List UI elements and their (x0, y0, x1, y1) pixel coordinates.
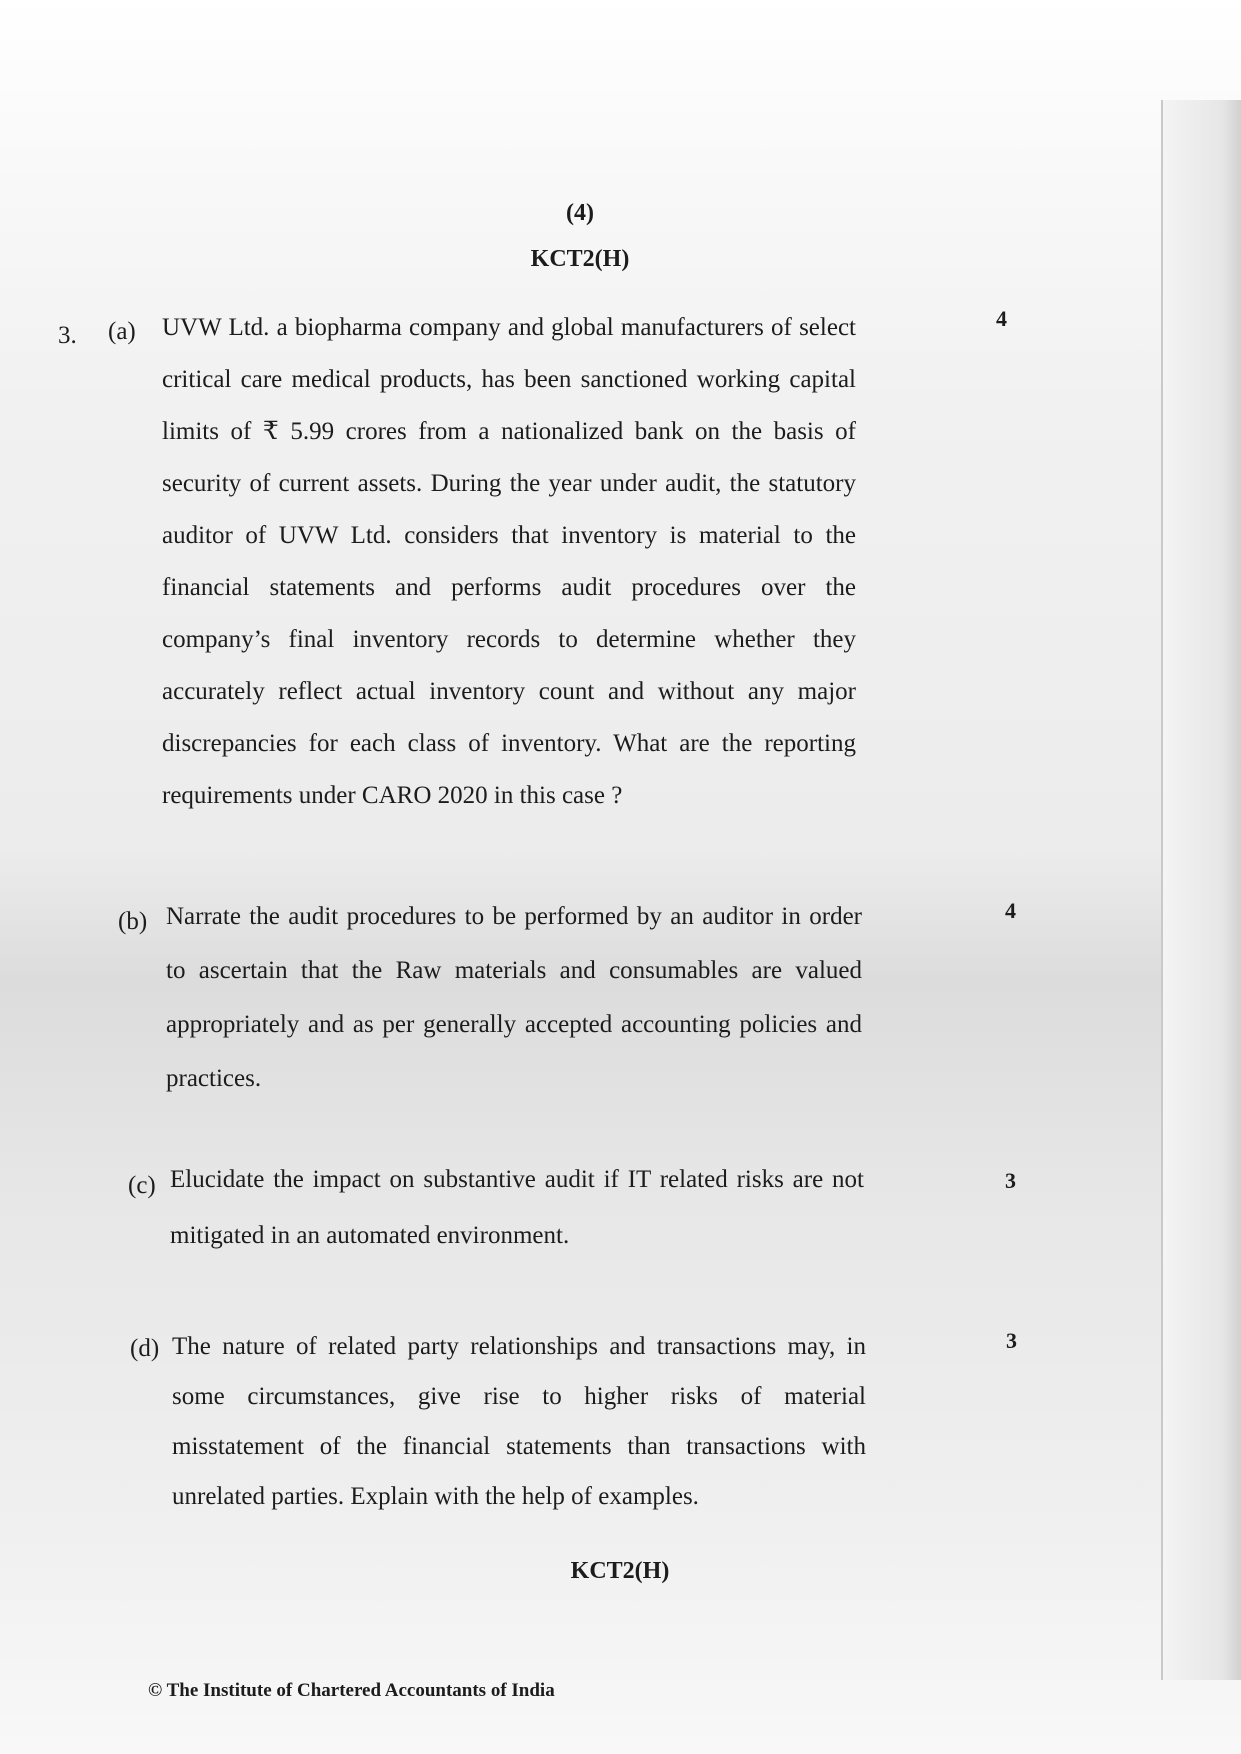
part-a-label: (a) (108, 318, 136, 345)
part-c-text: Elucidate the impact on substantive audit if IT related risks are not mitigated in an automated environment. (170, 1166, 864, 1249)
part-a-text: UVW Ltd. a biopharma company and global manufacturers of select critical care medical products, has been sanctioned working capital limits of ₹ 5.99 crores from a nationalized bank on the basis of security of current assets. During the year under audit, the statutory auditor of UVW Ltd. considers that inventory is material to the financial statements and performs audit procedures over the company’s final inventory records to determine whether they accurately reflect actual inventory count and without any major discrepancies for each class of inventory. What are the reporting requirements under CARO 2020 in this case ? (162, 314, 856, 809)
part-b-marks: 4 (1005, 898, 1016, 923)
part-d-text: The nature of related party relationships and transactions may, in some circumstances, give rise to higher risks of material misstatement of the financial statements than transactions with unrelated parties. Explain with the help of examples. (172, 1333, 866, 1510)
part-b-text: Narrate the audit procedures to be performed by an auditor in order to ascertain that the Raw materials and consumables are valued appropriately and as per generally accepted accounting policies and practices. (166, 903, 862, 1092)
part-c-marks: 3 (1005, 1168, 1016, 1193)
paper-code-header: KCT2(H) (530, 246, 630, 272)
part-c-label: (c) (128, 1172, 156, 1199)
part-d-label: (d) (130, 1335, 160, 1362)
part-d-marks: 3 (1006, 1328, 1017, 1353)
page-edge-shadow (1161, 100, 1241, 1680)
paper-code-footer: KCT2(H) (570, 1558, 670, 1584)
part-a-marks: 4 (996, 306, 1007, 331)
part-b-label: (b) (118, 908, 148, 935)
page-number: (4) (566, 200, 594, 226)
question-number: 3. (58, 322, 77, 349)
copyright-notice: © The Institute of Chartered Accountants of India (148, 1680, 555, 1701)
